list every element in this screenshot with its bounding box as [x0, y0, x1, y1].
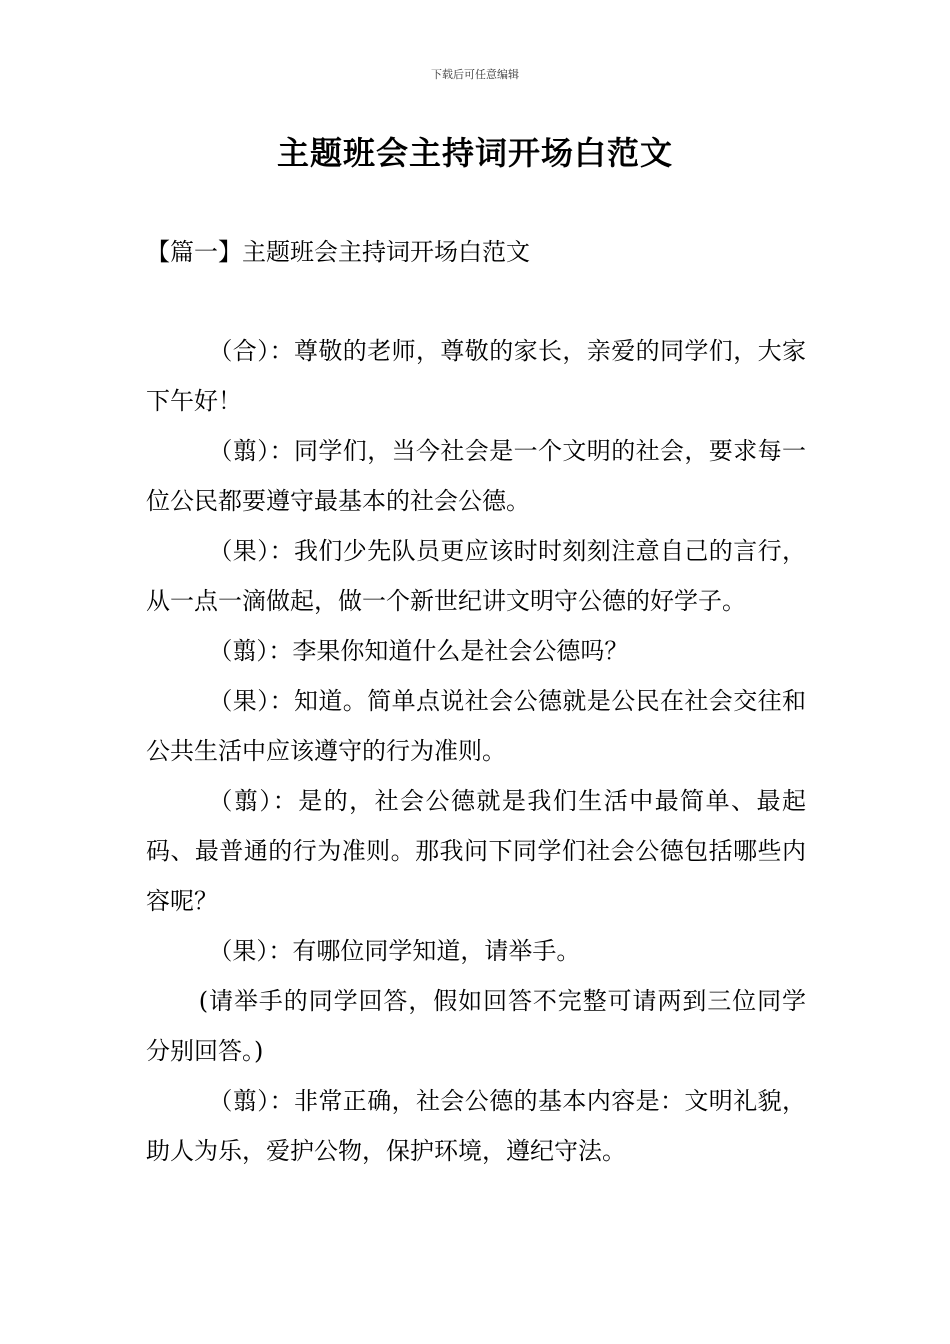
paragraph-greeting: （合）：尊敬的老师，尊敬的家长，亲爱的同学们，大家下午好！: [146, 337, 806, 415]
paragraph-raise-hands: （果）：有哪位同学知道，请举手。: [208, 937, 581, 965]
paragraph-civilized-society: （翦）：同学们，当今社会是一个文明的社会，要求每一位公民都要遵守最基本的社会公德。: [146, 437, 806, 515]
paragraph-young-pioneers: （果）：我们少先队员更应该时时刻刻注意自己的言行，从一点一滴做起，做一个新世纪讲文明守公德的好学子。: [146, 537, 806, 615]
paragraph-definition: （果）：知道。简单点说社会公德就是公民在社会交往和公共生活中应该遵守的行为准则。: [146, 687, 806, 765]
document-title: 主题班会主持词开场白范文: [276, 134, 673, 172]
paragraph-question: （翦）：李果你知道什么是社会公德吗？: [208, 637, 629, 665]
header-note: 下载后可任意编辑: [431, 68, 519, 81]
paragraph-contents-question: （翦）：是的，社会公德就是我们生活中最简单、最起码、最普通的行为准则。那我问下同学们社会公德包括哪些内容呢？: [146, 787, 806, 915]
paragraph-basic-contents: （翦）：非常正确，社会公德的基本内容是：文明礼貌，助人为乐，爱护公物，保护环境，遵纪守法。: [146, 1087, 806, 1165]
paragraph-stage-note: (请举手的同学回答，假如回答不完整可请两到三位同学分别回答。): [146, 987, 806, 1065]
document-body: [146, 326, 806, 1176]
section-heading: 【篇一】主题班会主持词开场白范文: [146, 238, 530, 266]
